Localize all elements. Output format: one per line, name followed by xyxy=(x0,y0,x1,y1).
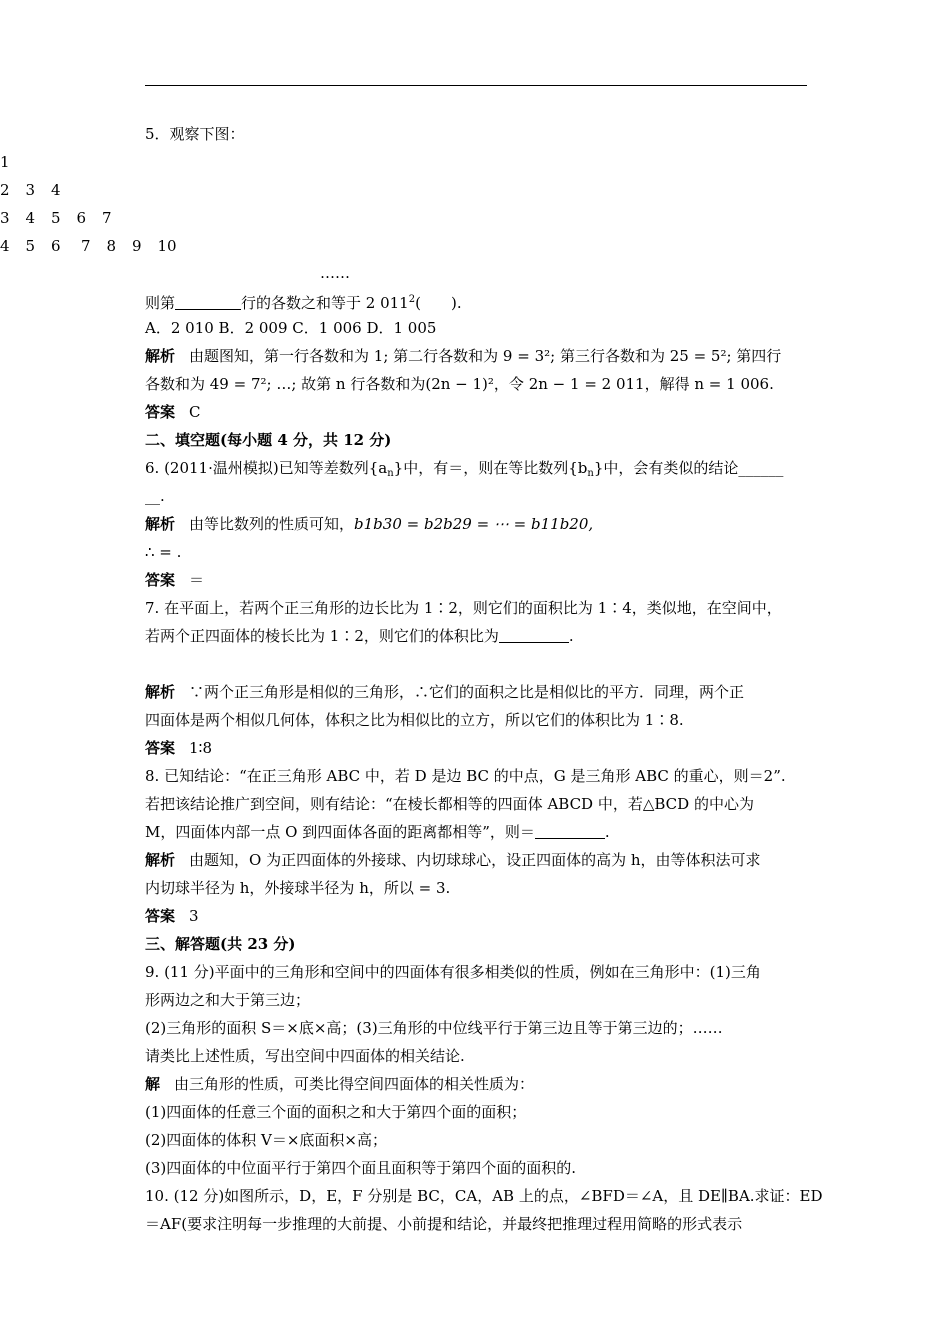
triangle-number: 4 xyxy=(51,181,61,199)
q8-stem: 8. 已知结论：“在正三角形 ABC 中，若 D 是边 BC 的中点，G 是三角形 ABC 的重心，则＝2”. xyxy=(145,767,786,785)
triangle-number: 2 xyxy=(0,181,10,199)
triangle-number: 4 xyxy=(0,237,10,255)
q9-stem-cont2: (2)三角形的面积 S＝×底×高；(3)三角形的中位线平行于第三边且等于第三边的；…… xyxy=(145,1019,723,1037)
q6-stem-cont: __. xyxy=(145,487,165,505)
triangle-row xyxy=(0,236,183,256)
q9-point-1: (1)四面体的任意三个面的面积之和大于第四个面的面积； xyxy=(145,1103,527,1121)
triangle-number: 1 xyxy=(0,153,10,171)
q6-stem: 6. (2011·温州模拟)已知等差数列$\{a_n\}$中，有＝，则在等比数列$\{b_n\}$中，会有类似的结论______ xyxy=(145,459,784,479)
q5-question: 则第 行的各数之和等于 2 $011^2$( ). xyxy=(145,294,462,312)
q9-stem-cont: 形两边之和大于第三边； xyxy=(145,991,311,1009)
q7-jiexi-cont: 四面体是两个相似几何体，体积之比为相似比的立方，所以它们的体积比为 1∶8. xyxy=(145,711,684,729)
q9-stem-cont3: 请类比上述性质，写出空间中四面体的相关结论. xyxy=(145,1047,465,1065)
q8-jiexi-cont: 内切球半径为 h，外接球半径为 h，所以 = 3. xyxy=(145,879,451,897)
q8-stem-cont2: M，四面体内部一点 O 到四面体各面的距离都相等”，则＝ . xyxy=(145,823,610,841)
q8-stem-cont: 若把该结论推广到空间，则有结论：“在棱长都相等的四面体 ABCD 中，若△BCD 的中心为 xyxy=(145,795,754,813)
header-rule xyxy=(145,85,807,86)
triangle-number: 7 xyxy=(102,209,112,227)
q5-jiexi: 解析 由题图知，第一行各数和为 1; 第二行各数和为 9 = 3²; 第三行各数和为 25 = 5²; 第四行 xyxy=(145,347,782,365)
q6-therefore: ∴ = . xyxy=(145,543,182,561)
q10-stem: 10. (12 分)如图所示，D，E，F 分别是 BC，CA，AB 上的点，∠BFD＝∠A，且 DE∥BA.求证：ED xyxy=(145,1187,823,1205)
q9-stem: 9. (11 分)平面中的三角形和空间中的四面体有很多相类似的性质，例如在三角形中：(1)三角 xyxy=(145,963,761,981)
q9-jie: 解 由三角形的性质，可类比得空间四面体的相关性质为： xyxy=(145,1075,535,1093)
triangle-number: 9 xyxy=(132,237,142,255)
q7-jiexi: 解析 ∵两个正三角形是相似的三角形，∴它们的面积之比是相似比的平方．同理，两个正 xyxy=(145,683,745,701)
triangle-number: 6 xyxy=(51,237,61,255)
triangle-number: 4 xyxy=(25,209,36,227)
q9-point-3: (3)四面体的中位面平行于第四个面且面积等于第四个面的面积的. xyxy=(145,1159,577,1177)
triangle-number: 5 xyxy=(51,209,61,227)
q5-stem: 5．观察下图： xyxy=(145,125,245,143)
triangle-row xyxy=(0,180,77,200)
q5-options: A．2 010 B．2 009 C．1 006 D．1 005 xyxy=(145,319,437,337)
triangle-number: 6 xyxy=(76,209,87,227)
q9-point-2: (2)四面体的体积 V＝×底面积×高； xyxy=(145,1131,387,1149)
triangle-number: 10 xyxy=(157,237,177,255)
section-solutions: 三、解答题(共 23 分) xyxy=(145,935,296,953)
triangle-row xyxy=(0,208,128,228)
triangle-number: 7 xyxy=(81,237,91,255)
q10-stem-cont: ＝AF(要求注明每一步推理的大前提、小前提和结论，并最终把推理过程用简略的形式表示 xyxy=(145,1215,743,1233)
triangle-number: 3 xyxy=(0,209,10,227)
q6-answer: 答案 ＝ xyxy=(145,571,205,589)
q7-answer: 答案 1∶8 xyxy=(145,739,213,757)
q5-jiexi-cont: 各数和为 49 = 7²; …; 故第 n 行各数和为(2n − 1)²，令 2n − 1 = 2 011，解得 n = 1 006. xyxy=(145,375,774,393)
q7-stem: 7. 在平面上，若两个正三角形的边长比为 1∶2，则它们的面积比为 1∶4，类似地，在空间中， xyxy=(145,599,782,617)
q5-answer: 答案 C xyxy=(145,403,201,421)
triangle-dots: …… xyxy=(320,264,350,282)
q8-jiexi: 解析 由题知，O 为正四面体的外接球、内切球球心，设正四面体的高为 h，由等体积法可求 xyxy=(145,851,761,869)
triangle-number: 5 xyxy=(25,237,36,255)
q7-stem-cont: 若两个正四面体的棱长比为 1∶2，则它们的体积比为 . xyxy=(145,627,574,645)
triangle-number: 8 xyxy=(106,237,117,255)
q8-answer: 答案 3 xyxy=(145,907,199,925)
section-fill-in: 二、填空题(每小题 4 分，共 12 分) xyxy=(145,431,392,449)
triangle-number: 3 xyxy=(25,181,36,199)
triangle-row xyxy=(0,152,26,172)
q6-jiexi: 解析 由等比数列的性质可知，b1b30 = b2b29 = ⋯ = b11b20, xyxy=(145,515,594,533)
